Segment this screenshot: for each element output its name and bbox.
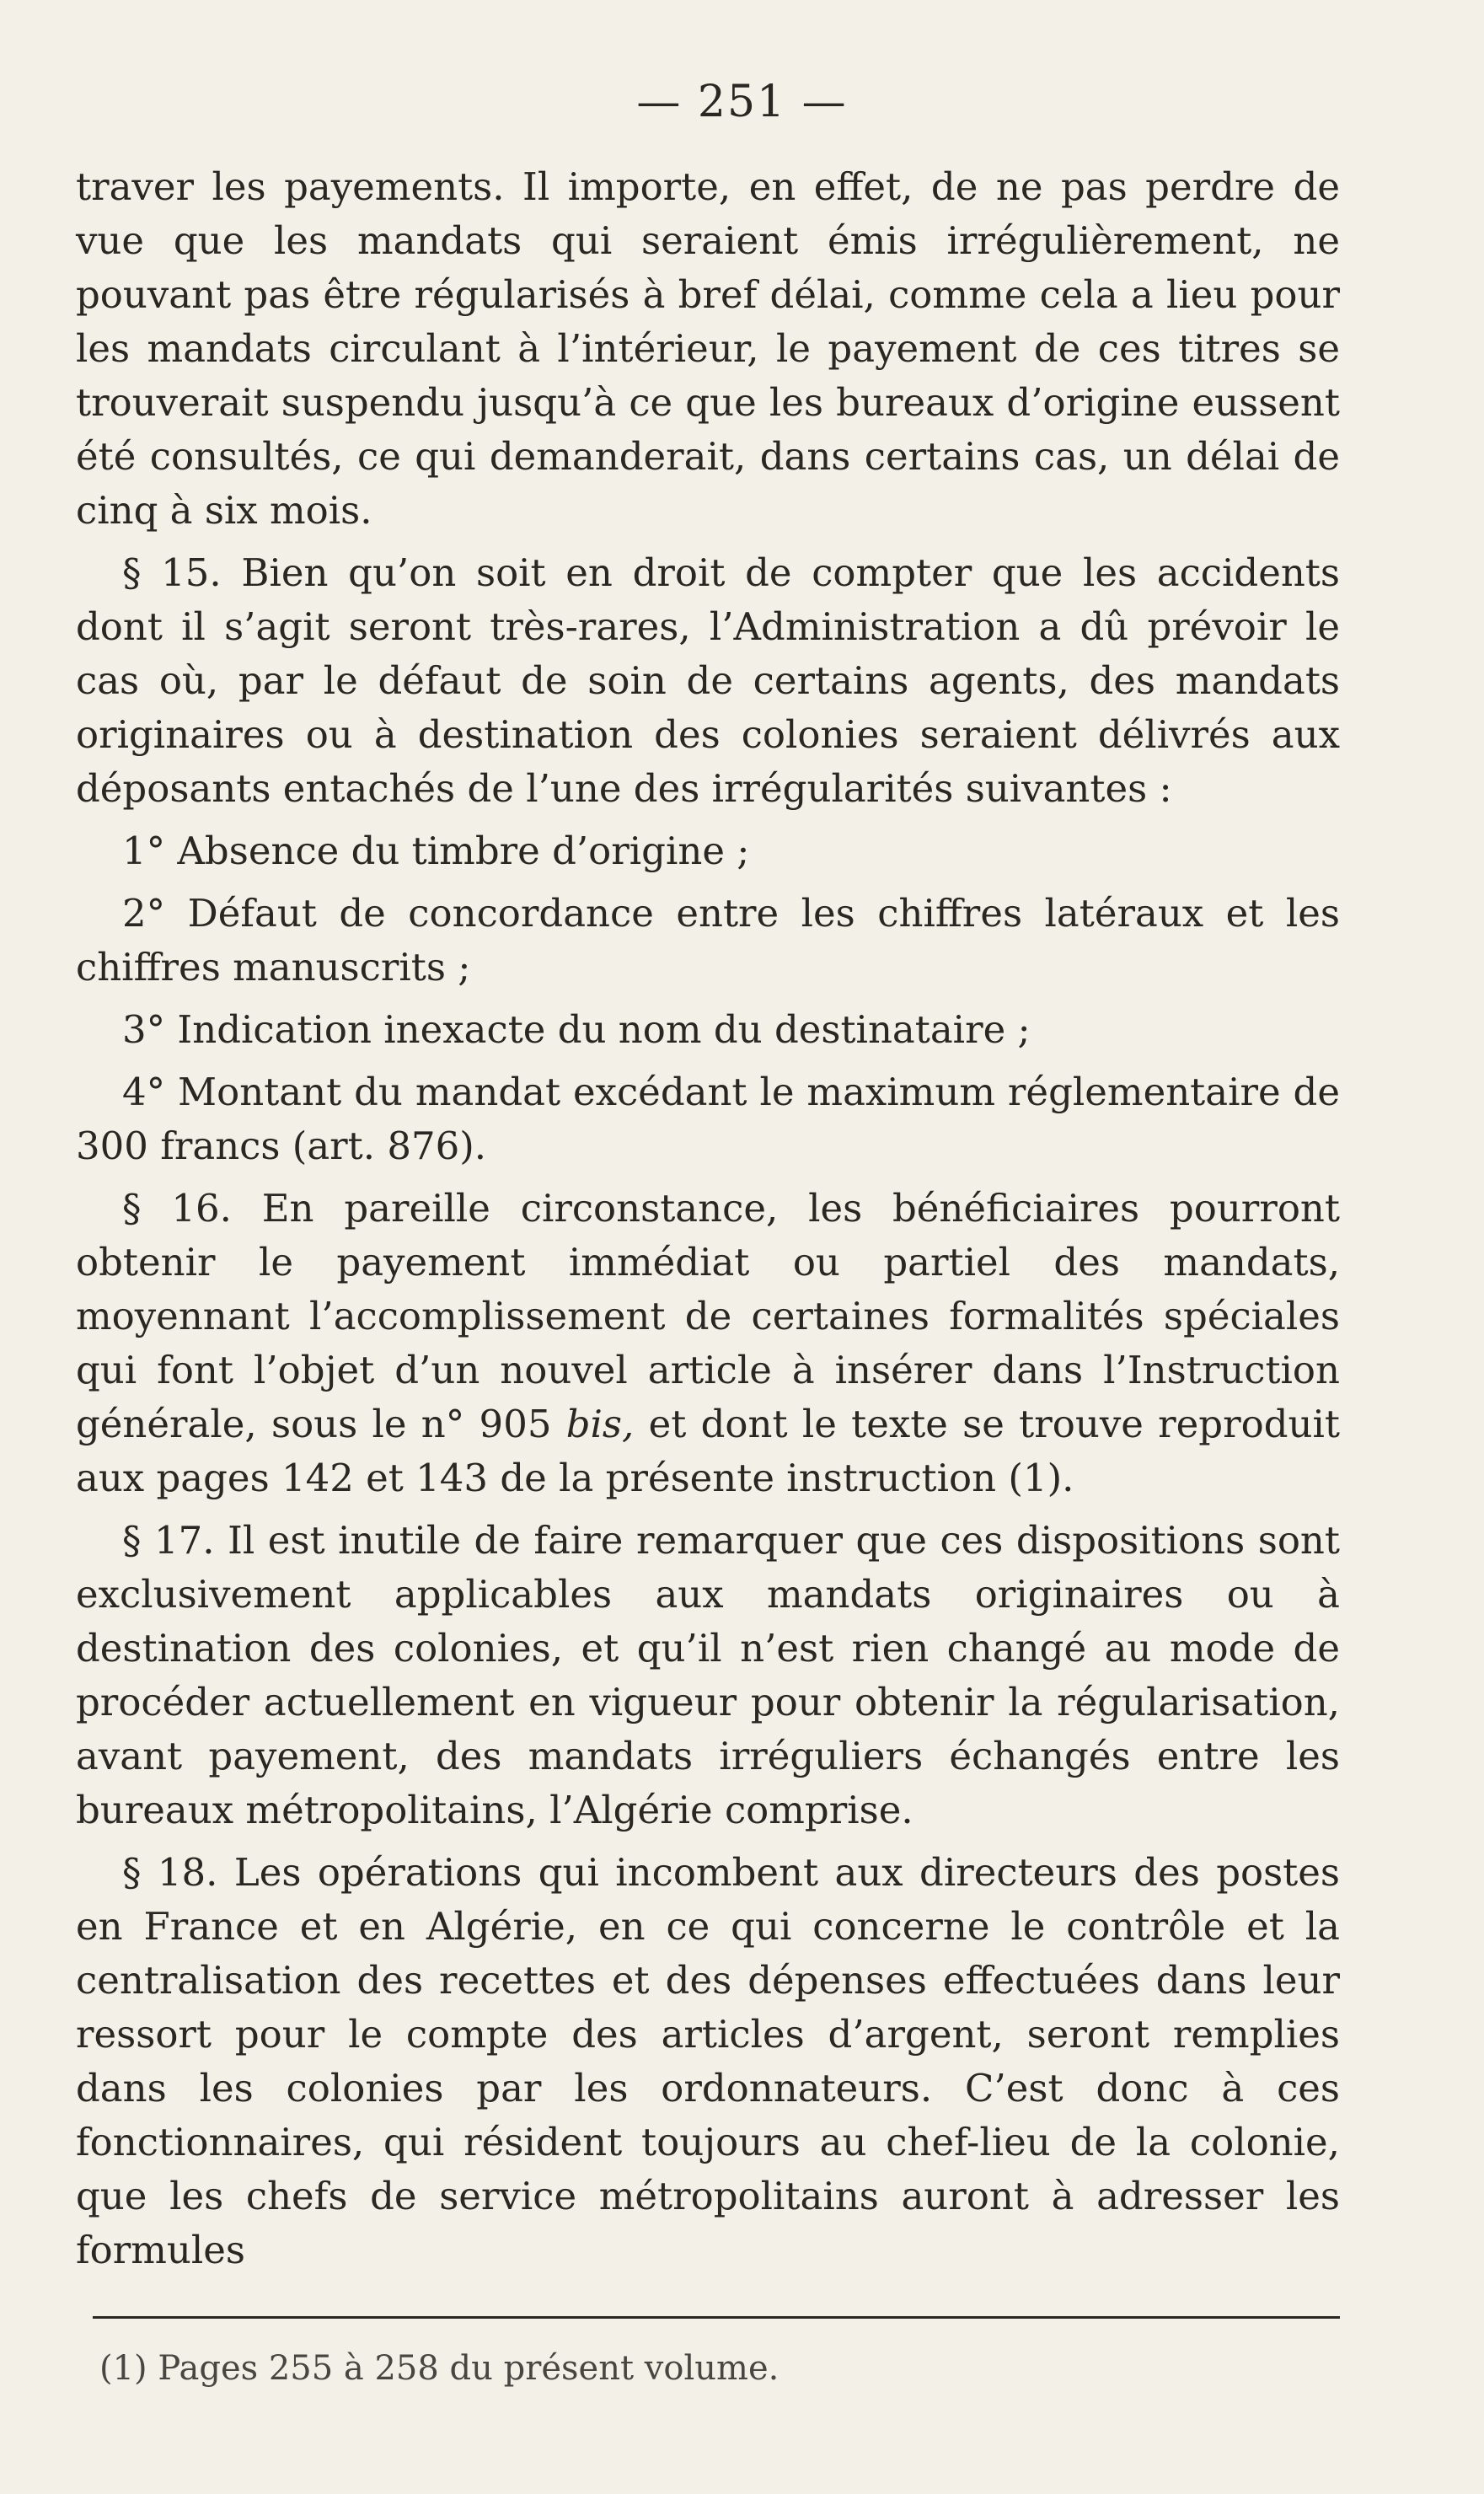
list-item-2: 2° Défaut de concordance entre les chiffres latéraux et les chiffres manuscrits ; — [76, 891, 1340, 990]
section-16-text-before: § 16. En pareille circonstance, les bénéficiaires pourront obtenir le payement immédiat ou partiel des mandats, moyennant l’accomplissement de certaines formalités spéciales qui font l’objet d’un nouvel article à insérer dans l’Instruction générale, sous le n° 905 — [76, 1186, 1340, 1446]
footnote: (1) Pages 255 à 258 du présent volume. — [99, 2349, 780, 2388]
footnote-divider — [93, 2316, 1340, 2319]
section-16-italic: bis, — [565, 1402, 635, 1446]
section-16-text-after: et dont le texte se trouve reproduit aux pages 142 et 143 de la présente instruction (1). — [76, 1402, 1340, 1500]
paragraph-continuation: traver les payements. Il importe, en effet, de ne pas perdre de vue que les mandats qui seraient émis irrégulièrement, ne pouvant pas être régularisés à bref délai, comme cela a lieu pour les mandats circulant à l’intérieur, le payement de ces titres se trouverait suspendu jusqu’à ce que les bureaux d’origine eussent été consultés, ce qui demanderait, dans certains cas, un délai de cinq à six mois. — [76, 164, 1340, 533]
list-item-3: 3° Indication inexacte du nom du destinataire ; — [122, 1007, 1031, 1052]
paragraph-section-18: § 18. Les opérations qui incombent aux directeurs des postes en France et en Algérie, en ce qui concerne le contrôle et la centralisation des recettes et des dépenses effectuées dans leur ressort pour le compte des articles d’argent, seront remplies dans les colonies par les ordonnateurs. C’est donc à ces fonctionnaires, qui résident toujours au chef-lieu de la colonie, que les chefs de service métropolitains auront à adresser les formules — [76, 1850, 1340, 2272]
paragraph-section-15: § 15. Bien qu’on soit en droit de compter que les accidents dont il s’agit seront très-rares, l’Administration a dû prévoir le cas où, par le défaut de soin de certains agents, des mandats originaires ou à destination des colonies seraient délivrés aux déposants entachés de l’une des irrégularités suivantes : — [76, 550, 1340, 811]
body-text — [76, 160, 1340, 2277]
paragraph-section-17: § 17. Il est inutile de faire remarquer que ces dispositions sont exclusivement applicables aux mandats originaires ou à destination des colonies, et qu’il n’est rien changé au mode de procéder actuellement en vigueur pour obtenir la régularisation, avant payement, des mandats irréguliers échangés entre les bureaux métropolitains, l’Algérie comprise. — [76, 1518, 1340, 1832]
list-item-1: 1° Absence du timbre d’origine ; — [122, 829, 750, 873]
list-item-4: 4° Montant du mandat excédant le maximum réglementaire de 300 francs (art. 876). — [76, 1070, 1340, 1168]
page-number: — 251 — — [636, 77, 848, 127]
paragraph-section-16 — [76, 1182, 1340, 1505]
